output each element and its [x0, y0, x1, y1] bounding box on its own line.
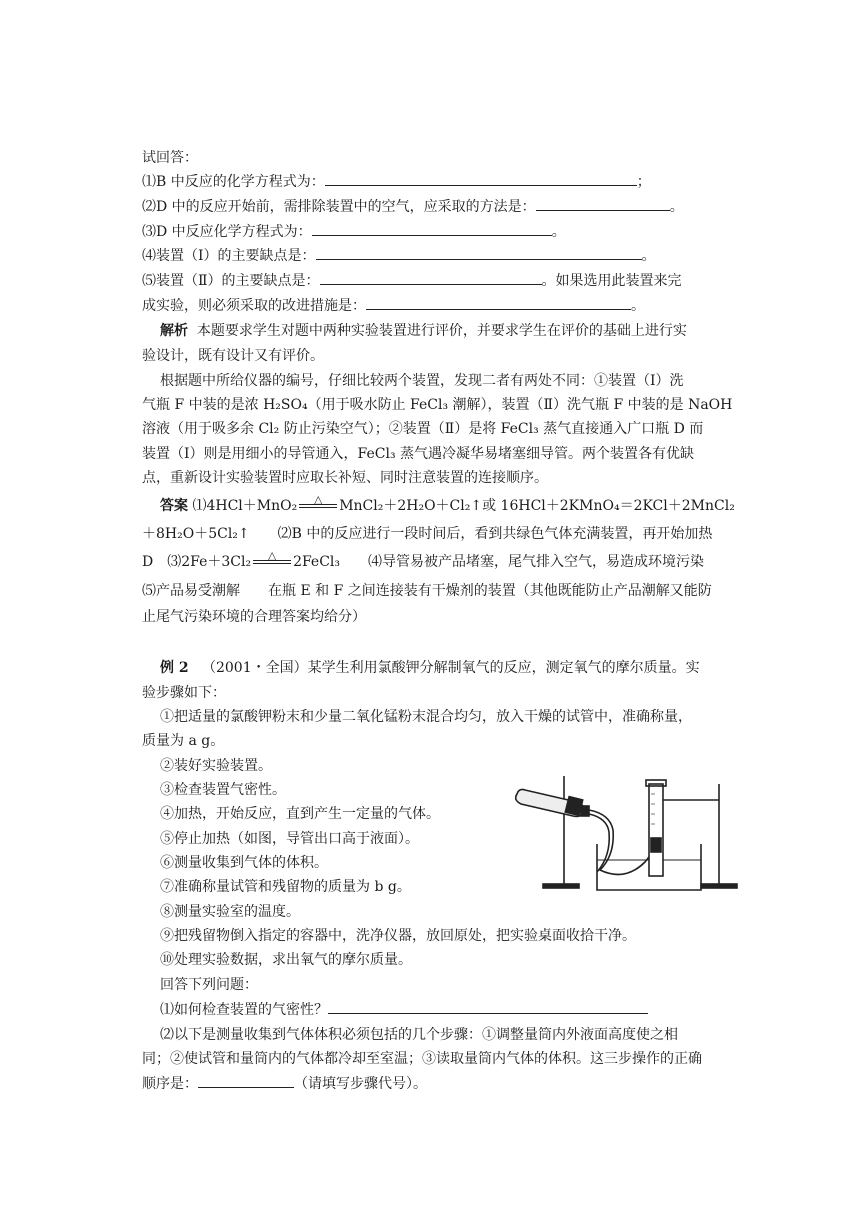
- example-2-line-1: [160, 657, 705, 680]
- step-3: ③检查装置气密性。: [160, 782, 286, 798]
- gas-collected: [651, 838, 661, 852]
- sub-question-2-line-1: ⑵以下是测量收集到气体体积必须包括的几个步骤：①调整量筒内外液面高度使之相: [160, 1027, 678, 1043]
- answer-blank-5a[interactable]: [320, 270, 542, 285]
- sub-question-2-end: （请填写步骤代号）。: [294, 1076, 427, 1092]
- question-5-line2-text: 成实验，则必须采取的改进措施是：: [142, 298, 366, 314]
- answer-line-2: ＋8H₂O＋5Cl₂↑ ⑵B 中的反应进行一段时间后，看到共绿色气体充满装置，再开始加热: [142, 526, 713, 542]
- heat-arrow-icon: [251, 549, 293, 566]
- heat-symbol: △: [267, 549, 277, 562]
- answer-blank-sq1[interactable]: [328, 999, 648, 1014]
- answer-blank-1[interactable]: [325, 171, 637, 186]
- answer-line-4: ⑸产品易受潮解 在瓶 E 和 F 之间连接装有干燥剂的装置（其他既能防止产品潮解又能防: [142, 583, 712, 599]
- step-9: ⑨把残留物倒入指定的容器中，洗净仪器，放回原处，把实验桌面收拾干净。: [160, 928, 636, 944]
- analysis-line-2: 验设计，既有设计又有评价。: [142, 348, 324, 364]
- left-stand-base: [543, 884, 579, 888]
- right-stand-base: [701, 884, 737, 888]
- step-1: ①把适量的氯酸钾粉末和少量二氧化锰粉末混合均匀，放入干燥的试管中，准确称量，: [160, 709, 692, 725]
- question-2-text: ⑵D 中的反应开始前，需排除装置中的空气，应采取的方法是：: [142, 199, 536, 215]
- question-5: [142, 270, 702, 293]
- sub-question-2-text-3: 顺序是：: [142, 1076, 198, 1092]
- question-1: [142, 171, 702, 194]
- question-4-text: ⑷装置（Ⅰ）的主要缺点是：: [142, 248, 316, 264]
- question-5-text: ⑸装置（Ⅱ）的主要缺点是：: [142, 273, 320, 289]
- delivery-tube: [589, 810, 657, 875]
- measuring-cylinder: [649, 784, 663, 876]
- answer-eq-3b: 2FeCl₃ ⑷导管易被产品堵塞，尾气排入空气，易造成环境污染: [293, 554, 705, 570]
- step-1-cont: 质量为 a g。: [142, 733, 225, 749]
- questions-intro: 试回答：: [142, 150, 198, 166]
- answer-blank-2[interactable]: [536, 196, 670, 211]
- analysis-p2-line-2: 气瓶 F 中装的是浓 H₂SO₄（用于吸水防止 FeCl₃ 潮解），装置（Ⅱ）洗气瓶 F 中装的是 NaOH: [142, 397, 733, 413]
- question-5-mid: 。如果选用此装置来完: [541, 273, 682, 289]
- question-5-line2: [142, 295, 702, 318]
- heat-symbol: △: [313, 493, 323, 506]
- analysis-p2-line-1: 根据题中所给仪器的编号，仔细比较两个装置，发现二者有两处不同：①装置（Ⅰ）洗: [160, 373, 684, 389]
- step-8: ⑧测量实验室的温度。: [160, 904, 300, 920]
- question-4: [142, 245, 702, 268]
- question-1-text: ⑴B 中反应的化学方程式为：: [142, 174, 325, 190]
- step-6: ⑥测量收集到气体的体积。: [160, 855, 328, 871]
- sub-question-2-line-3: [142, 1073, 702, 1096]
- question-3: [142, 221, 702, 244]
- analysis-line-1: [160, 320, 705, 343]
- clamp: [565, 797, 582, 816]
- answer-eq-1a: ⑴4HCl＋MnO₂: [192, 498, 298, 514]
- analysis-label: 解析: [160, 323, 188, 339]
- question-5-end: 。: [631, 298, 645, 314]
- question-3-end: 。: [551, 224, 566, 240]
- analysis-p2-line-5: 点，重新设计实验装置时应取长补短、同时注意装置的连接顺序。: [142, 470, 548, 486]
- example-2-text-1: （2001・全国）某学生利用氯酸钾分解制氧气的反应，测定氧气的摩尔质量。实: [201, 660, 700, 676]
- answer-intro: 回答下列问题：: [160, 977, 258, 993]
- sub-question-1-text: ⑴如何检查装置的气密性？: [160, 1002, 328, 1018]
- question-4-end: 。: [641, 248, 656, 264]
- answer-line-1: [160, 493, 735, 518]
- answer-eq-3a: D ⑶2Fe＋3Cl₂: [142, 554, 252, 570]
- answer-blank-5b[interactable]: [366, 295, 631, 310]
- step-2: ②装好实验装置。: [160, 758, 272, 774]
- answer-blank-4[interactable]: [316, 245, 642, 260]
- stopper: [581, 806, 589, 816]
- analysis-p2-line-3: 溶液（用于吸多余 Cl₂ 防止污染空气）；②装置（Ⅱ）是将 FeCl₃ 蒸气直接通入广口瓶 D 而: [142, 421, 704, 437]
- step-5: ⑤停止加热（如图，导管出口高于液面）。: [160, 831, 419, 847]
- answer-blank-sq2[interactable]: [198, 1073, 294, 1088]
- sub-question-2-line-2: 同；②使试管和量筒内的气体都冷却至室温；③读取量筒内气体的体积。这三步操作的正确: [142, 1051, 702, 1067]
- answer-line-5: 止尾气污染环境的合理答案均给分）: [142, 609, 366, 625]
- sub-question-1: [160, 999, 705, 1022]
- answer-label: 答案: [160, 498, 188, 514]
- answer-line-3: [142, 549, 705, 574]
- heat-arrow-icon: [297, 493, 339, 510]
- answer-blank-3[interactable]: [312, 221, 552, 236]
- example-2-label: 例 2: [160, 660, 189, 676]
- analysis-text-1: 本题要求学生对题中两种实验装置进行评价，并要求学生在评价的基础上进行实: [196, 323, 687, 339]
- step-4: ④加热，开始反应，直到产生一定量的气体。: [160, 806, 440, 822]
- question-3-text: ⑶D 中反应化学方程式为：: [142, 224, 312, 240]
- answer-eq-1b: MnCl₂＋2H₂O＋Cl₂↑或 16HCl＋2KMnO₄＝2KCl＋2MnCl₂: [339, 498, 735, 514]
- gas-collection-apparatus-diagram: [515, 770, 755, 895]
- analysis-p2-line-4: 装置（Ⅰ）则是用细小的导管通入，FeCl₃ 蒸气遇冷凝华易堵塞细导管。两个装置各有优缺: [142, 446, 695, 462]
- question-1-end: ；: [636, 174, 651, 190]
- question-2: [142, 196, 702, 219]
- step-7: ⑦准确称量试管和残留物的质量为 b g。: [160, 879, 411, 895]
- question-2-end: 。: [669, 199, 684, 215]
- example-2-line-2: 验步骤如下：: [142, 685, 226, 701]
- step-10: ⑩处理实验数据，求出氧气的摩尔质量。: [160, 952, 412, 968]
